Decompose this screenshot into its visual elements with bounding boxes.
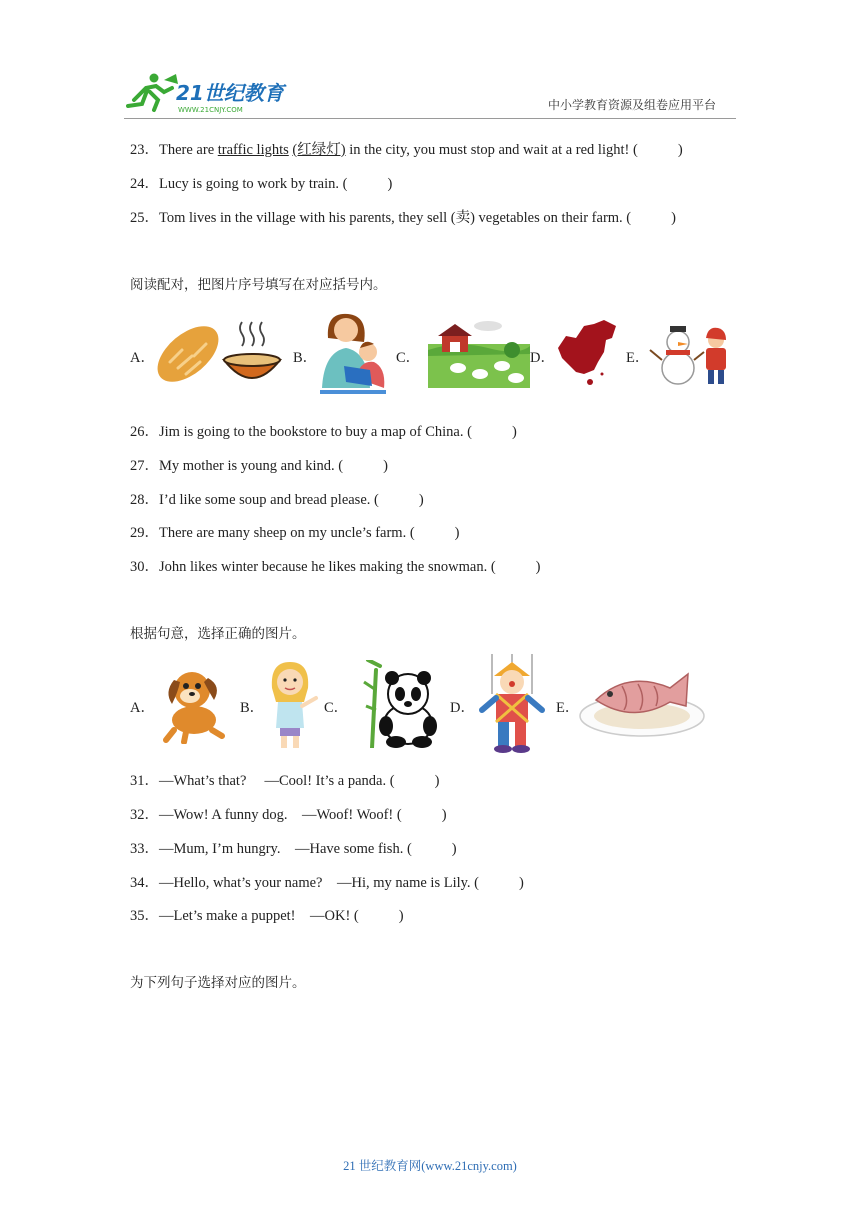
- question-24: 24．Lucy is going to work by train. ( ): [130, 176, 393, 192]
- section-instruction-picture-choice: 根据句意，选择正确的图片。: [130, 626, 306, 642]
- question-30: 30．John likes winter because he likes making the snowman. ( ): [130, 559, 541, 575]
- section-instruction-sentence-picture: 为下列句子选择对应的图片。: [130, 975, 306, 991]
- option-label-d-2: D．: [450, 700, 475, 716]
- option-label-c: C．: [396, 350, 421, 366]
- section-instruction-matching: 阅读配对，把图片序号填写在对应括号内。: [130, 277, 387, 293]
- option-label-e-2: E．: [556, 700, 580, 716]
- question-33: 33．—Mum, I’m hungry. —Have some fish. ( ): [130, 841, 457, 857]
- bread-soup-icon: [152, 316, 282, 397]
- option-label-b: B．: [293, 350, 318, 366]
- question-29: 29．There are many sheep on my uncle’s farm. ( ): [130, 525, 460, 541]
- question-32: 32．—Wow! A funny dog. —Woof! Woof! ( ): [130, 807, 447, 823]
- question-34: 34．—Hello, what’s your name? —Hi, my name is Lily. ( ): [130, 875, 524, 891]
- question-35: 35．—Let’s make a puppet! —OK! ( ): [130, 908, 404, 924]
- girl-icon: [264, 658, 320, 755]
- question-25: 25．Tom lives in the village with his parents, they sell (卖) vegetables on their farm. ( ): [130, 210, 676, 226]
- platform-name: 中小学教育资源及组卷应用平台: [548, 98, 717, 112]
- svg-text:WWW.21CNJY.COM: WWW.21CNJY.COM: [178, 106, 243, 114]
- option-label-a-2: A．: [130, 700, 155, 716]
- question-28: 28．I’d like some soup and bread please. ( ): [130, 492, 424, 508]
- fish-plate-icon: [578, 664, 708, 745]
- question-31: 31．—What’s that? —Cool! It’s a panda. ( ): [130, 773, 440, 789]
- option-label-b-2: B．: [240, 700, 265, 716]
- farm-sheep-icon: [428, 320, 530, 393]
- snowman-boy-icon: [648, 320, 732, 393]
- option-label-a: A．: [130, 350, 155, 366]
- mother-reading-icon: [314, 308, 392, 401]
- question-27: 27．My mother is young and kind. ( ): [130, 458, 388, 474]
- puppet-icon: [474, 654, 550, 759]
- panda-icon: [362, 660, 442, 753]
- question-23: 23．There are traffic lights (红绿灯) in the city, you must stop and wait at a red light! ( ): [130, 142, 683, 158]
- site-logo: [124, 70, 294, 116]
- footer-link[interactable]: 21 世纪教育网(www.21cnjy.com): [343, 1159, 517, 1173]
- header-divider: [124, 118, 736, 119]
- dog-icon: [156, 662, 232, 749]
- option-label-e: E．: [626, 350, 650, 366]
- option-label-c-2: C．: [324, 700, 349, 716]
- option-label-d: D．: [530, 350, 555, 366]
- question-26: 26．Jim is going to the bookstore to buy a map of China. ( ): [130, 424, 517, 440]
- svg-text:21世纪教育: 21世纪教育: [176, 81, 284, 105]
- china-map-icon: [554, 318, 620, 395]
